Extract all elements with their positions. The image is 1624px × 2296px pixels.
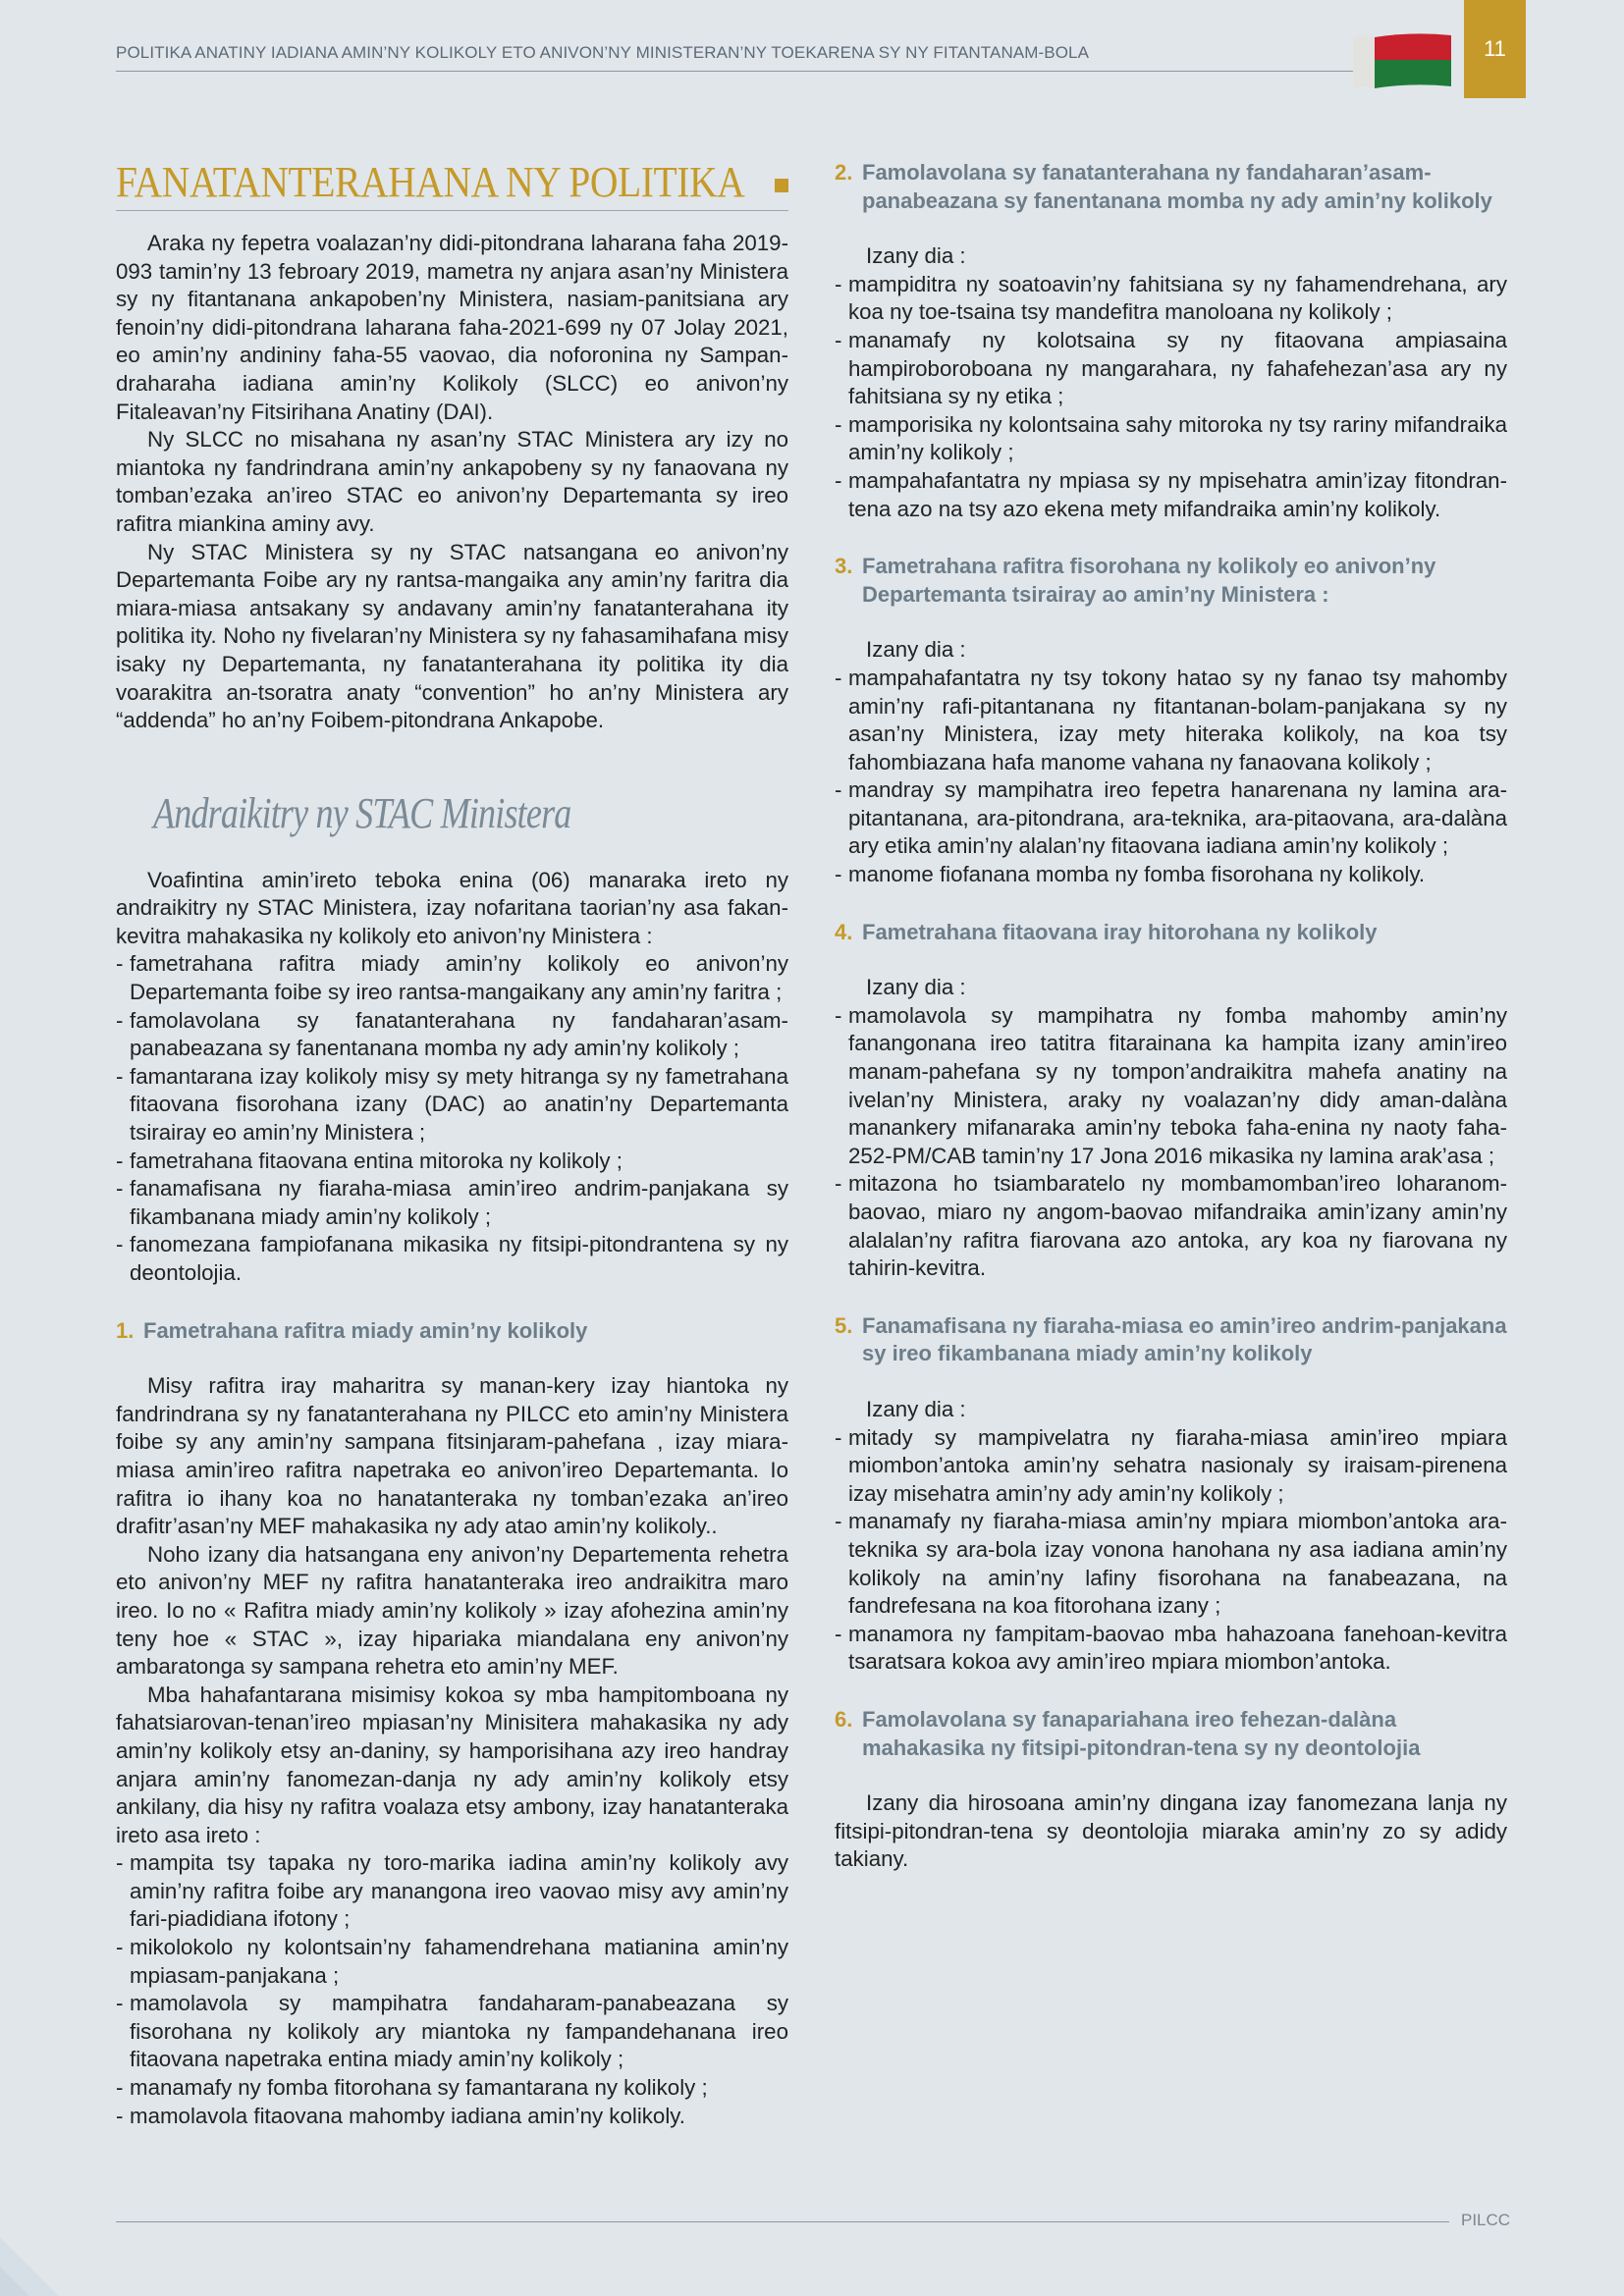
roles-list — [116, 950, 788, 1287]
list-item: - mamolavola sy mampihatra fandaharam-panabeazana sy fisorohana ny kolikoly ary miantoka ny fampandehanana ireo fitaovana napetraka entina miady amin’ny kolikoly ; — [116, 1990, 788, 2074]
list-item: - fametrahana rafitra miady amin’ny kolikoly eo anivon’ny Departemanta foibe sy ireo rantsa-mangaikany any amin’ny faritra ; — [116, 950, 788, 1006]
list-item: - mampiditra ny soatoavin’ny fahitsiana sy ny fahamendrehana, ary koa ny toe-tsaina tsy mandefitra manoloana ny kolikoly ; — [835, 271, 1507, 327]
roles-intro: Voafintina amin’ireto teboka enina (06) manaraka ireto ny andraikitry ny STAC Ministera, izay nofaritana taorian’ny asa fakan-kevitra mahakasika ny kolikoly eto anivon’ny Ministera : — [116, 867, 788, 948]
list-item: - mandray sy mampihatra ireo fepetra hanarenana ny lamina ara-pitantanana, ara-pitondrana, ara-teknika, ara-pitaovana, ara-dalàna ary etika amin’ny alalan’ny fitaovana iadiana amin’ny kolikoly ; — [835, 776, 1507, 861]
section-heading-4: 4. Fametrahana fitaovana iray hitorohana ny kolikoly — [835, 919, 1378, 944]
list-item: - fanamafisana ny fiaraha-miasa amin’ireo andrim-panjakana sy fikambanana miady amin’ny kolikoly ; — [116, 1175, 788, 1231]
s4-list — [835, 1002, 1507, 1283]
corner-decoration — [0, 2198, 147, 2296]
s1-paragraph-3: Mba hahafantarana misimisy kokoa sy mba hampitomboana ny fahatsiarovan-tenan’ireo mpiasan’ny Minisitera mahakasika ny ady amin’ny kolikoly etsy an-daniny, sy hamporisihana azy ireo handray anjara amin’ny fanomezan-danja ny ady amin’ny kolikoly etsy ankilany, dia hisy ny rafitra voalaza etsy ambony, izay hanatanteraka ireto asa ireto : — [116, 1682, 788, 1847]
list-item: - mitady sy mampivelatra ny fiaraha-miasa amin’ireo mpiara miombon’antoka amin’ny sehatra nasionaly sy iraisam-pirenena izay misehatra amin’ny ady amin’ny kolikoly ; — [835, 1424, 1507, 1509]
list-item: - famantarana izay kolikoly misy sy mety hitranga sy ny fametrahana fitaovana fisorohana izany (DAC) ao anatin’ny Departemanta tsirairay eo amin’ny Ministera ; — [116, 1063, 788, 1148]
list-item: - mampita tsy tapaka ny toro-marika iadina amin’ny kolikoly avy amin’ny rafitra foibe ary manangona ireo vaovao misy avy amin’ny fari-piadidiana ifotony ; — [116, 1849, 788, 1934]
s3-list — [835, 665, 1507, 889]
list-item: - famolavolana sy fanatanterahana ny fandaharan’asam-panabeazana sy fanentanana momba ny ady amin’ny kolikoly ; — [116, 1007, 788, 1063]
list-item: - mamporisika ny kolontsaina sahy mitoroka ny tsy rariny mifandraika amin’ny kolikoly ; — [835, 411, 1507, 467]
section-title: FANATANTERAHANA NY POLITIKA — [116, 158, 745, 206]
list-item: - mampahafantatra ny tsy tokony hatao sy ny fanao tsy mahomby amin’ny rafi-pitantanana ny fitantanan-bolam-panjakana sy ny asan’ny Ministera, izay mety hiteraka kolikoly, na koa tsy fahombiazana hafa manome vahana ny fanaovana kolikoly ; — [835, 665, 1507, 776]
list-item: - mamolavola fitaovana mahomby iadiana amin’ny kolikoly. — [116, 2103, 788, 2131]
title-underline — [116, 210, 788, 211]
list-item: - mamolavola sy mampihatra ny fomba mahomby amin’ny fanangonana ireo tatitra fitarainana ka hampita izany amin’ireo manam-pahefana sy ny tompon’andraikitra mahefa anatiny na ivelan’ny Ministera, araky ny voalazan’ny didy aman-dalàna manankery mifanaraka amin’ny teboka faha-enina ny naoty faha-252-PM/CAB tamin’ny 17 Jona 2016 mikasika ny lamina arak’asa ; — [835, 1002, 1507, 1171]
running-header: POLITIKA ANATINY IADIANA AMIN’NY KOLIKOLY ETO ANIVON’NY MINISTERAN’NY TOEKARENA SY NY FITANTANAM-BOLA — [116, 43, 1090, 62]
right-column — [835, 159, 1507, 1874]
s1-paragraph-1: Misy rafitra iray maharitra sy manan-kery izay hiantoka ny fandrindrana sy ny fanatanterahana ny PILCC eto amin’ny Ministera foibe sy any amin’ny sampana fitsinjaram-pahefana , izay miara-miasa amin’ireo rafitra napetraka eo anivon’ireo Departemanta. Io rafitra io ihany koa no hanatanteraka ny tomban’ezaka an’ireo drafitr’asan’ny MEF mahakasika ny ady atao amin’ny kolikoly.. — [116, 1373, 788, 1539]
footer-label: PILCC — [1461, 2211, 1511, 2229]
s4-lead: Izany dia : — [866, 975, 966, 1000]
list-item: - manamafy ny fiaraha-miasa amin’ny mpiara miombon’antoka ara-teknika sy ara-bola izay vonona hanohana ny asa iadiana amin’ny kolikoly na amin’ny lafiny fisorohana na fanabeazana, na fandrefesana na koa fitorohana izany ; — [835, 1508, 1507, 1620]
intro-paragraph-2: Ny SLCC no misahana ny asan’ny STAC Ministera ary izy no miantoka ny fandrindrana amin’ny ankapobeny sy ny fanaovana ny tomban’ezaka an’ireo STAC eo anivon’ny Departemanta sy ireo rafitra miankina aminy avy. — [116, 427, 788, 536]
section-title-block — [116, 159, 788, 210]
s1-paragraph-2: Noho izany dia hatsangana eny anivon’ny Departementa rehetra eto anivon’ny MEF ny rafitra hanatanteraka ireo andraikitra maro ireo. Io no « Rafitra miady amin’ny kolikoly » izay afohezina amin’ny teny hoe « STAC », izay hipariaka miandalana eny anivon’ny ambaratonga sy sampana rehetra eto amin’ny MEF. — [116, 1541, 788, 1680]
s5-lead: Izany dia : — [866, 1396, 966, 1421]
list-item: - manome fiofanana momba ny fomba fisorohana ny kolikoly. — [835, 861, 1507, 889]
list-item: - mampahafantatra ny mpiasa sy ny mpisehatra amin’izay fitondran-tena azo na tsy azo ekena mety mifandraika amin’ny kolikoly. — [835, 467, 1507, 523]
s2-list — [835, 271, 1507, 523]
list-item: - manamora ny fampitam-baovao mba hahazoana fanehoan-kevitra tsaratsara kokoa avy amin’ireo mpiara miombon’antoka. — [835, 1621, 1507, 1677]
section-heading-6: 6. Famolavolana sy fanapariahana ireo fehezan-dalàna mahakasika ny fitsipi-pitondran-tena sy ny deontolojia — [835, 1706, 1421, 1760]
list-item: - fametrahana fitaovana entina mitoroka ny kolikoly ; — [116, 1148, 788, 1176]
section-heading-3: 3. Fametrahana rafitra fisorohana ny kolikoly eo anivon’ny Departemanta tsirairay ao amin’ny Ministera : — [835, 554, 1436, 607]
header-divider — [116, 71, 1355, 72]
left-column — [116, 159, 788, 2130]
list-item: - manamafy ny kolotsaina sy ny fitaovana ampiasaina hampiroboroboana ny mangarahara, ny fahafehezan’asa ary ny fahitsiana sy ny etika ; — [835, 327, 1507, 411]
s3-lead: Izany dia : — [866, 637, 966, 663]
s2-lead: Izany dia : — [866, 243, 966, 269]
list-item: - manamafy ny fomba fitorohana sy famantarana ny kolikoly ; — [116, 2074, 788, 2103]
title-square-icon — [775, 179, 788, 192]
section-heading-1: 1. Fametrahana rafitra miady amin’ny kolikoly — [116, 1317, 588, 1343]
section-heading-5: 5. Fanamafisana ny fiaraha-miasa eo amin’ireo andrim-panjakana sy ireo fikambanana miady amin’ny kolikoly — [835, 1312, 1507, 1366]
subtitle: Andraikitry ny STAC Ministera — [153, 788, 571, 837]
subtitle-block — [153, 786, 788, 841]
list-item: - fanomezana fampiofanana mikasika ny fitsipi-pitondrantena sy ny deontolojia. — [116, 1231, 788, 1287]
list-item: - mitazona ho tsiambaratelo ny mombamomban’ireo loharanom-baovao, miaro ny angom-baovao mifandraika amin’izany amin’ny alalalan’ny rafitra fiarovana azo antoka, ary koa ny fiarovana ny tahirin-kevitra. — [835, 1170, 1507, 1282]
page-number-box — [1464, 0, 1526, 98]
list-item: - mikolokolo ny kolontsain’ny fahamendrehana matianina amin’ny mpiasam-panjakana ; — [116, 1934, 788, 1990]
section-heading-2: 2. Famolavolana sy fanatanterahana ny fandaharan’asam-panabeazana sy fanentanana momba ny ady amin’ny kolikoly — [835, 160, 1492, 213]
page-number: 11 — [1484, 36, 1506, 61]
madagascar-flag-icon — [1353, 31, 1451, 88]
s6-paragraph: Izany dia hirosoana amin’ny dingana izay fanomezana lanja ny fitsipi-pitondran-tena sy deontolojia miaraka amin’ny zo sy adidy takiany. — [835, 1790, 1507, 1872]
intro-paragraph-3: Ny STAC Ministera sy ny STAC natsangana eo anivon’ny Departemanta Foibe ary ny rantsa-mangaika any amin’ny faritra dia miara-miasa antsakany sy andavany amin’ny fanatanterahana ity politika ity. Noho ny fivelaran’ny Ministera sy ny fahasamihafana misy isaky ny Departemanta, ny fanatanterahana ity politika ity dia voarakitra an-tsoratra anaty “convention” ho an’ny Ministera ary “addenda” ho an’ny Foibem-pitondrana Ankapobe. — [116, 539, 788, 733]
footer-divider — [116, 2221, 1449, 2222]
intro-paragraph-1: Araka ny fepetra voalazan’ny didi-pitondrana laharana faha 2019-093 tamin’ny 13 febroary 2019, mametra ny anjara asan’ny Ministera sy ny fitantanana ankapoben’ny Ministera, nasiam-panitsiana ary fenoin’ny didi-pitondrana laharana faha-2021-699 ny 07 Jolay 2021, eo amin’ny andininy faha-55 vaovao, dia noforonina ny Sampan-draharaha iadiana amin’ny Kolikoly (SLCC) eo anivon’ny Fitaleavan’ny Fitsirihana Anatiny (DAI). — [116, 231, 788, 424]
s5-list — [835, 1424, 1507, 1677]
s1-list — [116, 1849, 788, 2130]
